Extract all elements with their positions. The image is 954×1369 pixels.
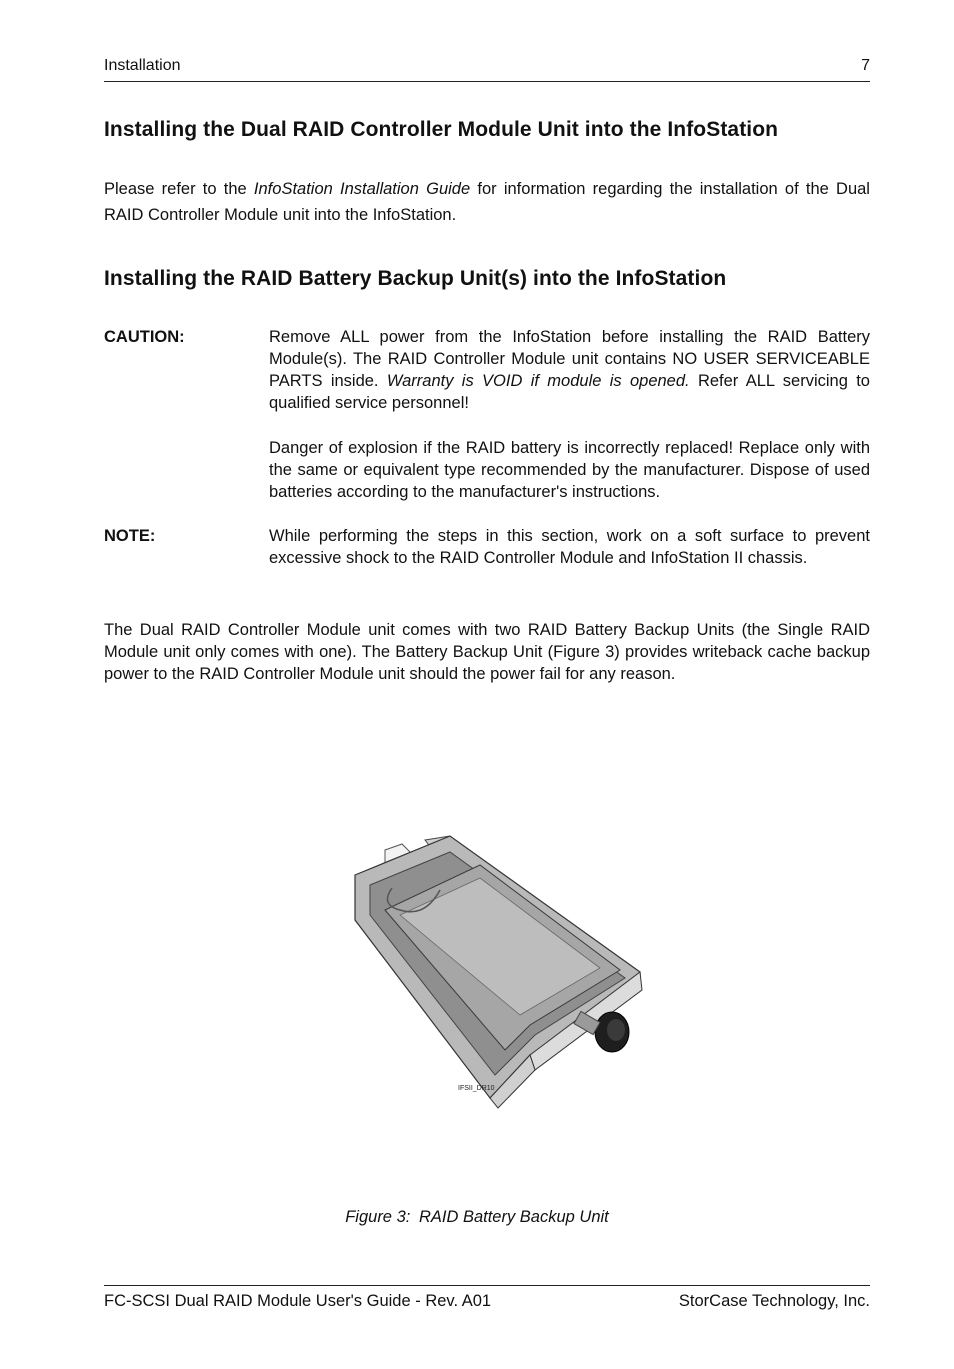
footer-rule <box>104 1285 870 1286</box>
figure-caption <box>0 1208 954 1227</box>
running-header-section: Installation <box>104 57 181 74</box>
page-number: 7 <box>861 57 870 74</box>
header-rule <box>104 81 870 82</box>
controller-install-paragraph <box>104 176 870 228</box>
note-label: NOTE: <box>104 527 156 545</box>
section-title-controller-install: Installing the Dual RAID Controller Module Unit into the InfoStation <box>104 118 779 141</box>
guide-title: InfoStation Installation Guide <box>253 180 471 198</box>
section-title-battery-install: Installing the RAID Battery Backup Unit(s) into the InfoStation <box>104 267 727 290</box>
note-text: While performing the steps in this section, work on a soft surface to prevent excessive shock to the RAID Controller Module and InfoStation II chassis. <box>269 527 870 567</box>
battery-unit-figure <box>330 830 650 1110</box>
caption-label: Figure 3: <box>345 1208 411 1226</box>
caption-text: RAID Battery Backup Unit <box>418 1208 609 1226</box>
caution-label: CAUTION: <box>104 328 185 346</box>
caution-text: Remove ALL power from the InfoStation before installing the RAID Battery Module(s). The RAID Controller Module unit contains NO USER SERVICEABLE PARTS inside. <box>269 328 870 390</box>
paragraph-text: for information regarding the installation of the Dual RAID Controller Module unit into the InfoStation. <box>104 180 870 224</box>
figure-tag: IFSII_DR10 <box>458 1085 495 1092</box>
warranty-warning: Warranty is VOID if module is opened. <box>386 372 690 390</box>
battery-body-paragraph: The Dual RAID Controller Module unit comes with two RAID Battery Backup Units (the Single RAID Module unit only comes with one). The Battery Backup Unit (Figure 3) provides writeback cache backup power to the RAID Controller Module unit should the power fail for any reason. <box>104 621 870 683</box>
caution-text: Refer ALL servicing to qualified service personnel! <box>269 372 870 412</box>
caution-text-1 <box>269 326 870 414</box>
caution-text-2: Danger of explosion if the RAID battery is incorrectly replaced! Replace only with the same or equivalent type recommended by the manufacturer. Dispose of used batteries according to the manufacturer's instructions. <box>269 439 870 501</box>
footer-document-title: FC-SCSI Dual RAID Module User's Guide - Rev. A01 <box>104 1292 492 1310</box>
footer-company: StorCase Technology, Inc. <box>678 1292 870 1310</box>
paragraph-text: Please refer to the <box>104 180 254 198</box>
battery-unit-illustration <box>330 830 650 1110</box>
